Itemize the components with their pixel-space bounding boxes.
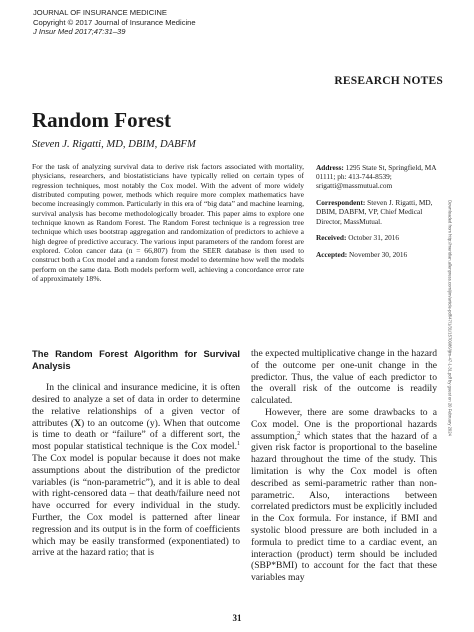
section-heading: The Random Forest Algorithm for Survival Analysis bbox=[32, 348, 240, 371]
accepted-label: Accepted: bbox=[316, 249, 348, 259]
citation-ref[interactable]: 2 bbox=[297, 430, 301, 437]
address-label: Address: bbox=[316, 163, 344, 172]
abstract: For the task of analyzing survival data to derive risk factors associated with mortality, physicians, researchers, and biostatisticians have typically relied on certain types of regression techniques, most notably the Cox model. With the advent of more widely distributed computing power, methods which require more complex mathematics have become increasingly common. Particularly in this era of “big data” and machine learning, survival analysis has become methodologically broader. This paper aims to explore one technique known as Random Forest. The Random Forest technique is a regression tree technique which uses bootstrap aggregation and randomization of predictors to achieve a high degree of predictive accuracy. The various input parameters of the random forest are explored. Colon cancer data (n = 66,807) from the SEER database is then used to construct both a Cox model and a random forest model to determine how well the models perform on the same data. Both models perform well, achieving a concordance error rate of approximately 18%. bbox=[32, 162, 304, 284]
correspondent-label: Correspondent: bbox=[316, 198, 366, 208]
article-title: Random Forest bbox=[32, 108, 172, 132]
journal-copyright: Copyright © 2017 Journal of Insurance Medicine bbox=[33, 17, 196, 27]
body-paragraph bbox=[251, 407, 437, 584]
accepted-block bbox=[316, 250, 440, 259]
download-watermark bbox=[440, 168, 460, 468]
body-paragraph: the expected multiplicative change in the hazard of the outcome per one-unit change in the predictor. Thus, the value of each predictor to the overall risk of the outcome is readily calculated. bbox=[251, 348, 437, 407]
accepted-text: November 30, 2016 bbox=[349, 249, 408, 259]
article-authors: Steven J. Rigatti, MD, DBIM, DABFM bbox=[32, 139, 196, 150]
body-column-left bbox=[32, 348, 240, 559]
journal-header bbox=[33, 8, 333, 37]
text-run: The Cox model is popular because it does not make assumptions about the distribution of the predictor variables (is “non-parametric”), and it is able to deal with right-censored data – that death/failure need not have occurred for every individual in the study. Further, the Cox model is patterned after linear regression and its output is in the form of coefficients which may be easily transformed (exponentiated) to arrive at the hazard ratio; that is bbox=[32, 452, 240, 559]
received-block bbox=[316, 233, 440, 242]
download-watermark-text: Downloaded from http://meridian.allenpress.com/jim/article-pdf/47/1/31/1570086/ijim-47-1-31.pdf by guest on 20 February 2024 bbox=[447, 200, 453, 436]
journal-name: JOURNAL OF INSURANCE MEDICINE bbox=[33, 8, 167, 17]
page-number: 31 bbox=[232, 613, 242, 623]
received-label: Received: bbox=[316, 233, 347, 243]
body-paragraph bbox=[32, 382, 240, 559]
address-text: 1295 State St, Springfield, MA 01111; ph: 413-744-8539; srigatti@massmutual.com bbox=[316, 163, 437, 191]
text-run: In the clinical and insurance medicine, it is often desired to analyze a set of data in order to determine the relative relationships of a given vector of attributes ( bbox=[32, 382, 240, 429]
correspondent-text: Steven J. Rigatti, MD, DBIM, DABFM, VP, Chief Medical Director, MassMutual. bbox=[316, 198, 433, 226]
text-run: which states that the hazard of a given risk factor is proportional to the baseline hazard throughout the time of the study. This limitation is why the Cox model is often described as semi-parametric rather than non-parametric. Also, interactions between correlated predictors must be explicitly included in the Cox formula. For instance, if BMI and systolic blood pressure are both included in a formula to predict time to a cardiac event, an interaction (product) term should be included (SBP*BMI) to account for the fact that these variables may bbox=[251, 430, 437, 584]
section-label: RESEARCH NOTES bbox=[334, 75, 443, 87]
journal-citation: J Insur Med 2017;47:31–39 bbox=[33, 27, 126, 37]
text-run: However, there are some drawbacks to a Cox model. One is the proportional hazards assumption, bbox=[251, 406, 437, 442]
vector-symbol: X bbox=[74, 417, 82, 429]
correspondent-block bbox=[316, 198, 440, 226]
citation-ref[interactable]: 1 bbox=[237, 440, 240, 447]
author-info-sidebar bbox=[316, 163, 440, 267]
received-text: October 31, 2016 bbox=[348, 233, 400, 243]
text-run: ) to an outcome (y). When that outcome is time to death or “failure” of a different sort, the most popular statistical technique is the Cox model. bbox=[32, 417, 240, 453]
body-column-right bbox=[251, 348, 437, 584]
address-block bbox=[316, 163, 440, 191]
